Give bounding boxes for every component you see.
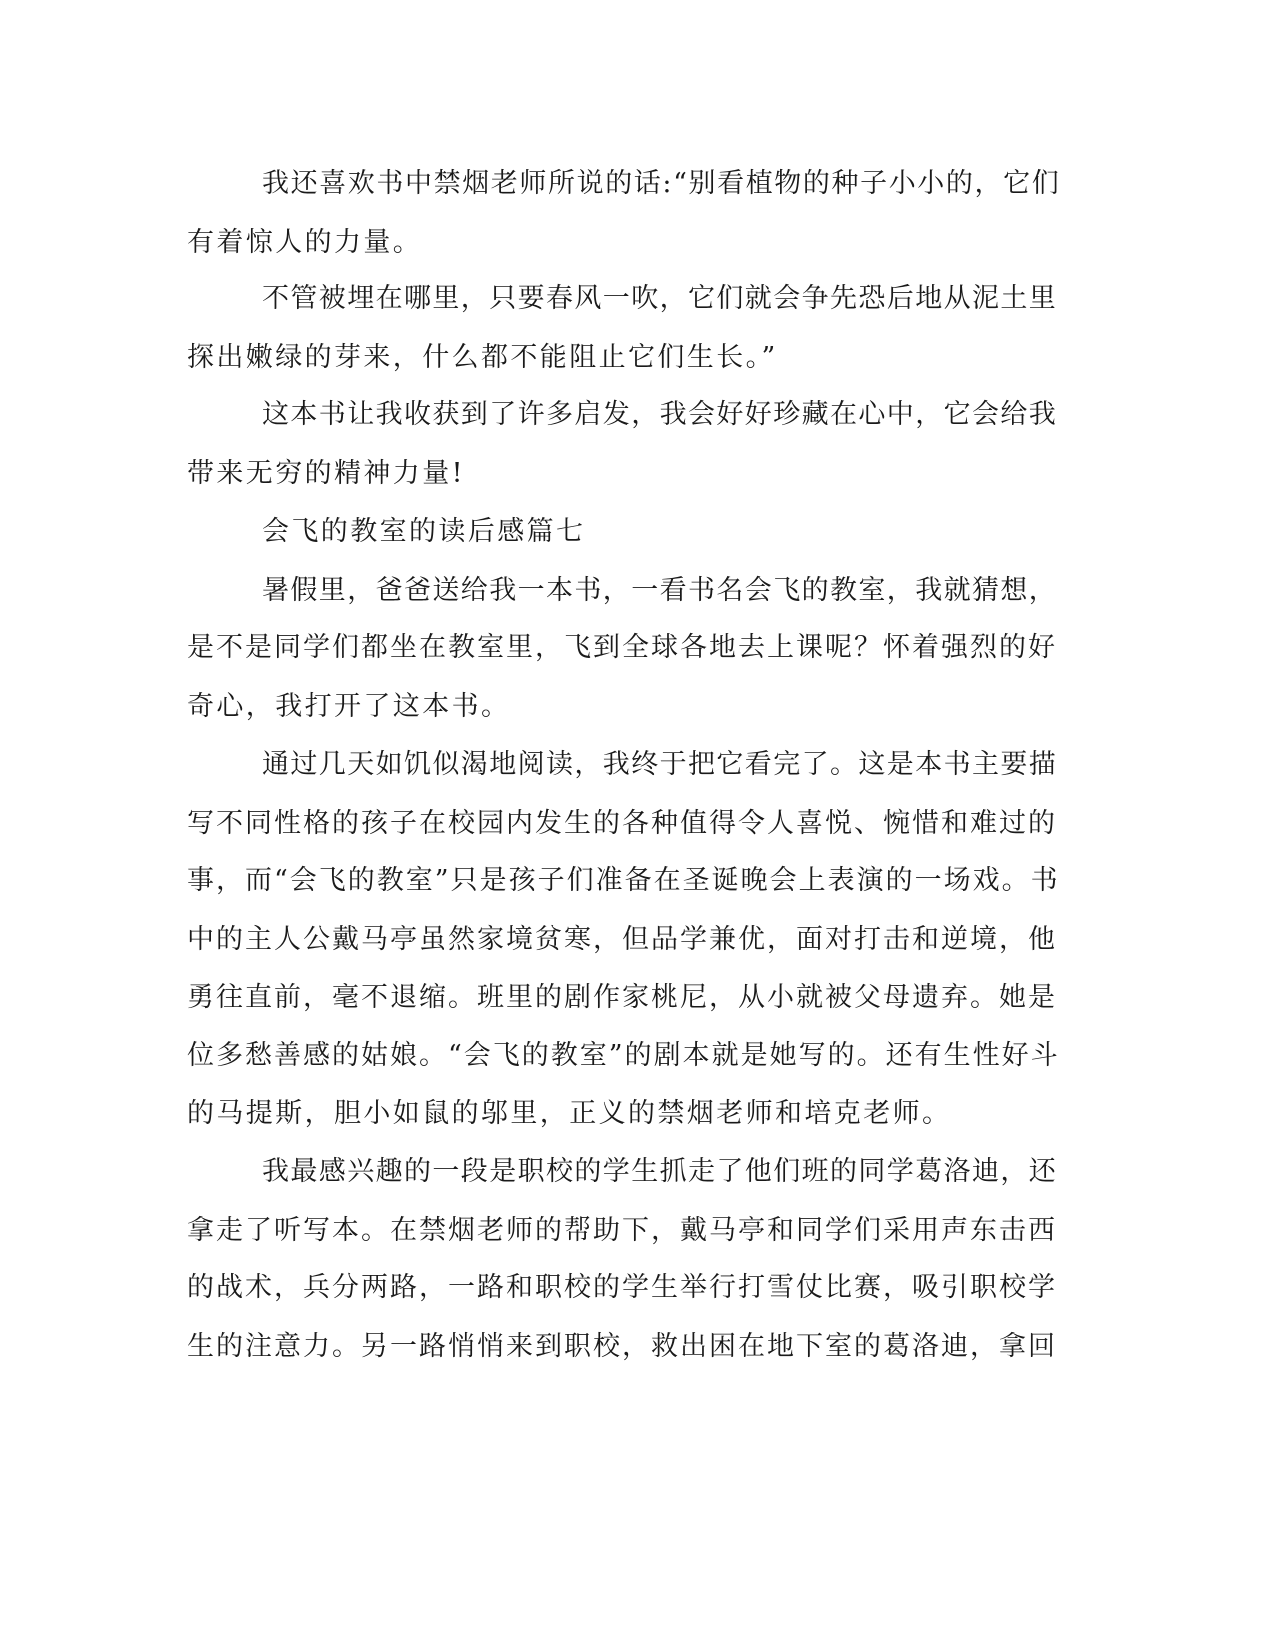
paragraph-line: 写不同性格的孩子在校园内发生的各种值得令人喜悦、惋惜和难过的	[187, 808, 1057, 839]
paragraph-line: 暑假里，爸爸送给我一本书，一看书名会飞的教室，我就猜想，	[262, 575, 1058, 606]
paragraph-line: 这本书让我收获到了许多启发，我会好好珍藏在心中，它会给我	[262, 399, 1058, 430]
paragraph-line: 有着惊人的力量。	[187, 227, 423, 258]
paragraph-line: 通过几天如饥似渴地阅读，我终于把它看完了。这是本书主要描	[262, 749, 1058, 780]
paragraph-line: 我最感兴趣的一段是职校的学生抓走了他们班的同学葛洛迪，还	[262, 1156, 1058, 1187]
paragraph-line: 的战术，兵分两路，一路和职校的学生举行打雪仗比赛，吸引职校学	[187, 1272, 1057, 1303]
paragraph-line: 的马提斯，胆小如鼠的邬里，正义的禁烟老师和培克老师。	[187, 1098, 952, 1129]
paragraph-line: 我还喜欢书中禁烟老师所说的话:“别看植物的种子小小的，它们	[262, 168, 1061, 199]
paragraph-line: 带来无穷的精神力量!	[187, 458, 465, 489]
paragraph-line: 探出嫩绿的芽来，什么都不能阻止它们生长。”	[187, 342, 778, 373]
paragraph-line: 是不是同学们都坐在教室里，飞到全球各地去上课呢？怀着强烈的好	[187, 632, 1057, 663]
section-heading: 会飞的教室的读后感篇七	[262, 516, 586, 547]
paragraph-line: 勇往直前，毫不退缩。班里的剧作家桃尼，从小就被父母遗弃。她是	[187, 982, 1057, 1013]
paragraph-line: 生的注意力。另一路悄悄来到职校，救出困在地下室的葛洛迪，拿回	[187, 1331, 1057, 1362]
paragraph-line: 不管被埋在哪里，只要春风一吹，它们就会争先恐后地从泥土里	[262, 283, 1058, 314]
paragraph-line: 位多愁善感的姑娘。“会飞的教室”的剧本就是她写的。还有生性好斗	[187, 1040, 1060, 1071]
paragraph-line: 事，而“会飞的教室”只是孩子们准备在圣诞晚会上表演的一场戏。书	[187, 865, 1060, 896]
paragraph-line: 奇心，我打开了这本书。	[187, 691, 511, 722]
paragraph-line: 中的主人公戴马亭虽然家境贫寒，但品学兼优，面对打击和逆境，他	[187, 924, 1057, 955]
paragraph-line: 拿走了听写本。在禁烟老师的帮助下，戴马亭和同学们采用声东击西	[187, 1215, 1057, 1246]
